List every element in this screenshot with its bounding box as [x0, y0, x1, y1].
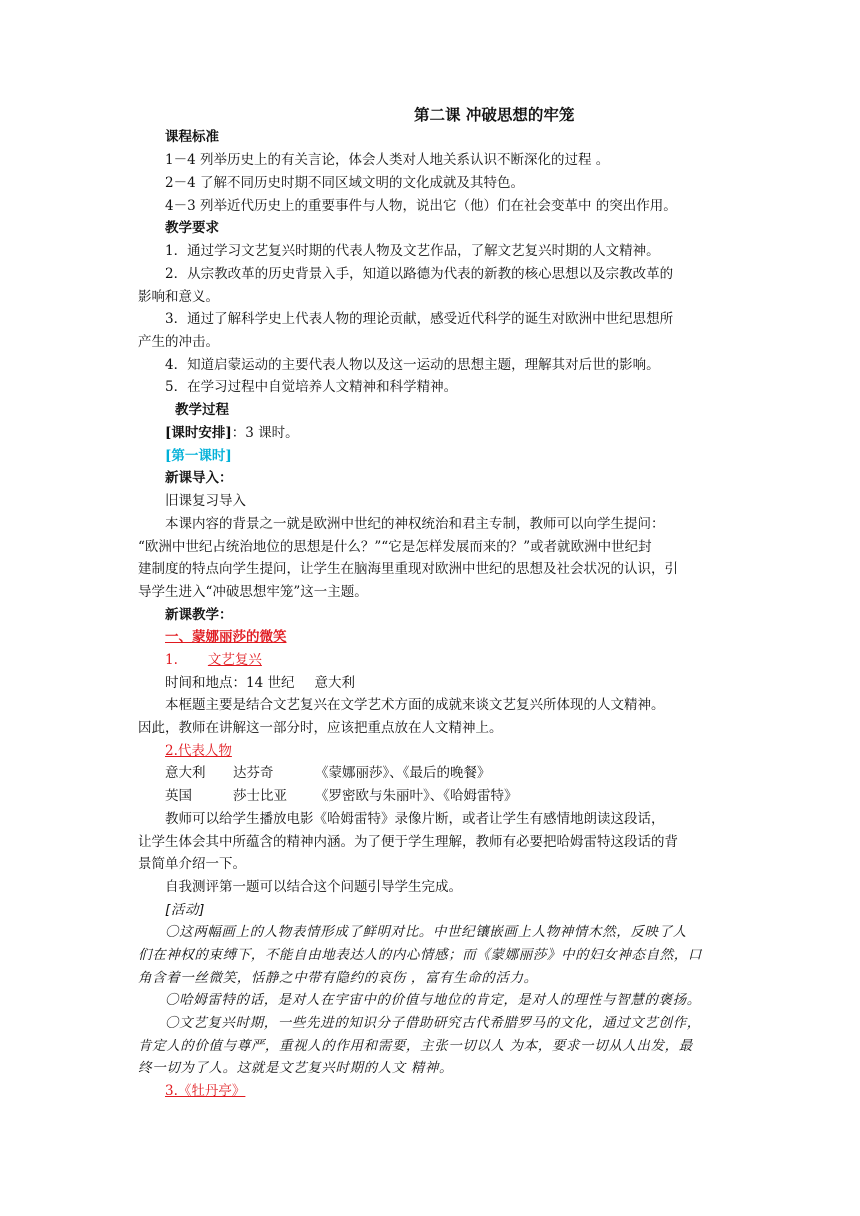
intro-heading: 新课导入： — [165, 470, 233, 486]
paragraph-line: 景简单介绍一下。 — [138, 856, 246, 872]
page-title: 第二课 冲破思想的牢笼 — [414, 105, 575, 124]
section-1-title: 一、蒙娜丽莎的微笑 — [165, 629, 287, 645]
requirement-line: 4．知道启蒙运动的主要代表人物以及这一运动的思想主题，理解其对后世的影响。 — [165, 357, 660, 373]
requirement-line: 3．通过了解科学史上代表人物的理论贡献，感受近代科学的诞生对欧洲中世纪思想所 — [165, 311, 674, 327]
time-place-line — [165, 672, 355, 694]
standard-heading: 课程标准 — [165, 129, 219, 145]
schedule-label: [课时安排] — [165, 425, 232, 441]
standard-item: 1－4 列举历史上的有关言论，体会人类对人地关系认识不断深化的过程 。 — [165, 152, 610, 168]
requirement-line: 1．通过学习文艺复兴时期的代表人物及文艺作品，了解文艺复兴时期的人文精神。 — [165, 243, 660, 259]
subsection-2-title: 2.代表人物 — [165, 743, 232, 759]
intro-paragraph-line: 导学生进入“冲破思想牢笼”这一主题。 — [138, 584, 368, 600]
activity-line: 们在神权的束缚下，不能自由地表达人的内心情感；而《蒙娜丽莎》中的妇女神态自然，口 — [138, 947, 702, 963]
subsection-1-number: 1. — [165, 652, 178, 668]
activity-label: [活动] — [165, 902, 205, 918]
subsection-1 — [165, 649, 262, 671]
intro-paragraph-line: 本课内容的背景之一就是欧洲中世纪的神权统治和君主专制，教师可以向学生提问： — [165, 516, 665, 532]
activity-line: 终一切为了人。这就是文艺复兴时期的人文 精神。 — [138, 1060, 454, 1076]
teaching-heading: 新课教学： — [165, 607, 233, 623]
activity-line: 〇文艺复兴时期，一些先进的知识分子借助研究古代希腊罗马的文化，通过文艺创作， — [165, 1015, 701, 1031]
rep-country: 英国 — [165, 788, 192, 804]
requirements-heading: 教学要求 — [165, 220, 219, 236]
standard-item: 2－4 了解不同历史时期不同区域文明的文化成就及其特色。 — [165, 175, 524, 191]
paragraph-line: 本框题主要是结合文艺复兴在文学艺术方面的成就来谈文艺复兴所体现的人文精神。 — [165, 697, 665, 713]
subsection-1-title: 文艺复兴 — [207, 652, 262, 668]
intro-sub: 旧课复习导入 — [165, 493, 246, 509]
requirement-line: 产生的冲击。 — [138, 334, 219, 350]
schedule-line — [165, 422, 299, 444]
rep-country: 意大利 — [165, 765, 206, 781]
self-test-line: 自我测评第一题可以结合这个问题引导学生完成。 — [165, 879, 462, 895]
activity-line: 〇哈姆雷特的话，是对人在宇宙中的价值与地位的肯定，是对人的理性与智慧的褒扬。 — [165, 992, 701, 1008]
subsection-3-title: 3.《牡丹亭》 — [165, 1083, 246, 1099]
process-heading: 教学过程 — [175, 402, 229, 418]
requirement-line: 影响和意义。 — [138, 289, 219, 305]
rep-row — [165, 762, 491, 784]
schedule-value: ：3 课时。 — [231, 425, 299, 441]
intro-paragraph-line: 建制度的特点向学生提问，让学生在脑海里重现对欧洲中世纪的思想及社会状况的认识，引 — [138, 561, 678, 577]
standard-item: 4－3 列举近代历史上的重要事件与人物，说出它（他）们在社会变革中 的突出作用。 — [165, 198, 677, 214]
intro-paragraph-line: “欧洲中世纪占统治地位的思想是什么？”“它是怎样发展而来的？”或者就欧洲中世纪封 — [138, 539, 652, 555]
rep-works: 《罗密欧与朱丽叶》、《哈姆雷特》 — [315, 788, 518, 804]
activity-line: 〇这两幅画上的人物表情形成了鲜明对比。中世纪镶嵌画上人物神情木然，反映了人 — [165, 924, 687, 940]
activity-line: 角含着一丝微笑，恬静之中带有隐约的哀伤 ，富有生命的活力。 — [138, 970, 538, 986]
first-lesson-label: [第一课时] — [165, 448, 232, 464]
rep-row — [165, 785, 518, 807]
paragraph-line: 让学生体会其中所蕴含的精神内涵。为了便于学生理解，教师有必要把哈姆雷特这段话的背 — [138, 834, 678, 850]
activity-line: 肯定人的价值与尊严，重视人的作用和需要，主张一切以人 为本，要求一切从人出发，最 — [138, 1038, 693, 1054]
rep-works: 《蒙娜丽莎》、《最后的晚餐》 — [315, 765, 491, 781]
time-place-value: 意大利 — [314, 675, 355, 691]
paragraph-line: 教师可以给学生播放电影《哈姆雷特》录像片断，或者让学生有感情地朗读这段话， — [165, 811, 665, 827]
rep-person: 达芬奇 — [233, 765, 274, 781]
paragraph-line: 因此，教师在讲解这一部分时，应该把重点放在人文精神上。 — [138, 720, 503, 736]
time-place-label: 时间和地点：14 世纪 — [165, 675, 295, 691]
rep-person: 莎士比亚 — [233, 788, 287, 804]
requirement-line: 2．从宗教改革的历史背景入手，知道以路德为代表的新教的核心思想以及宗教改革的 — [165, 266, 674, 282]
requirement-line: 5．在学习过程中自觉培养人文精神和科学精神。 — [165, 379, 458, 395]
